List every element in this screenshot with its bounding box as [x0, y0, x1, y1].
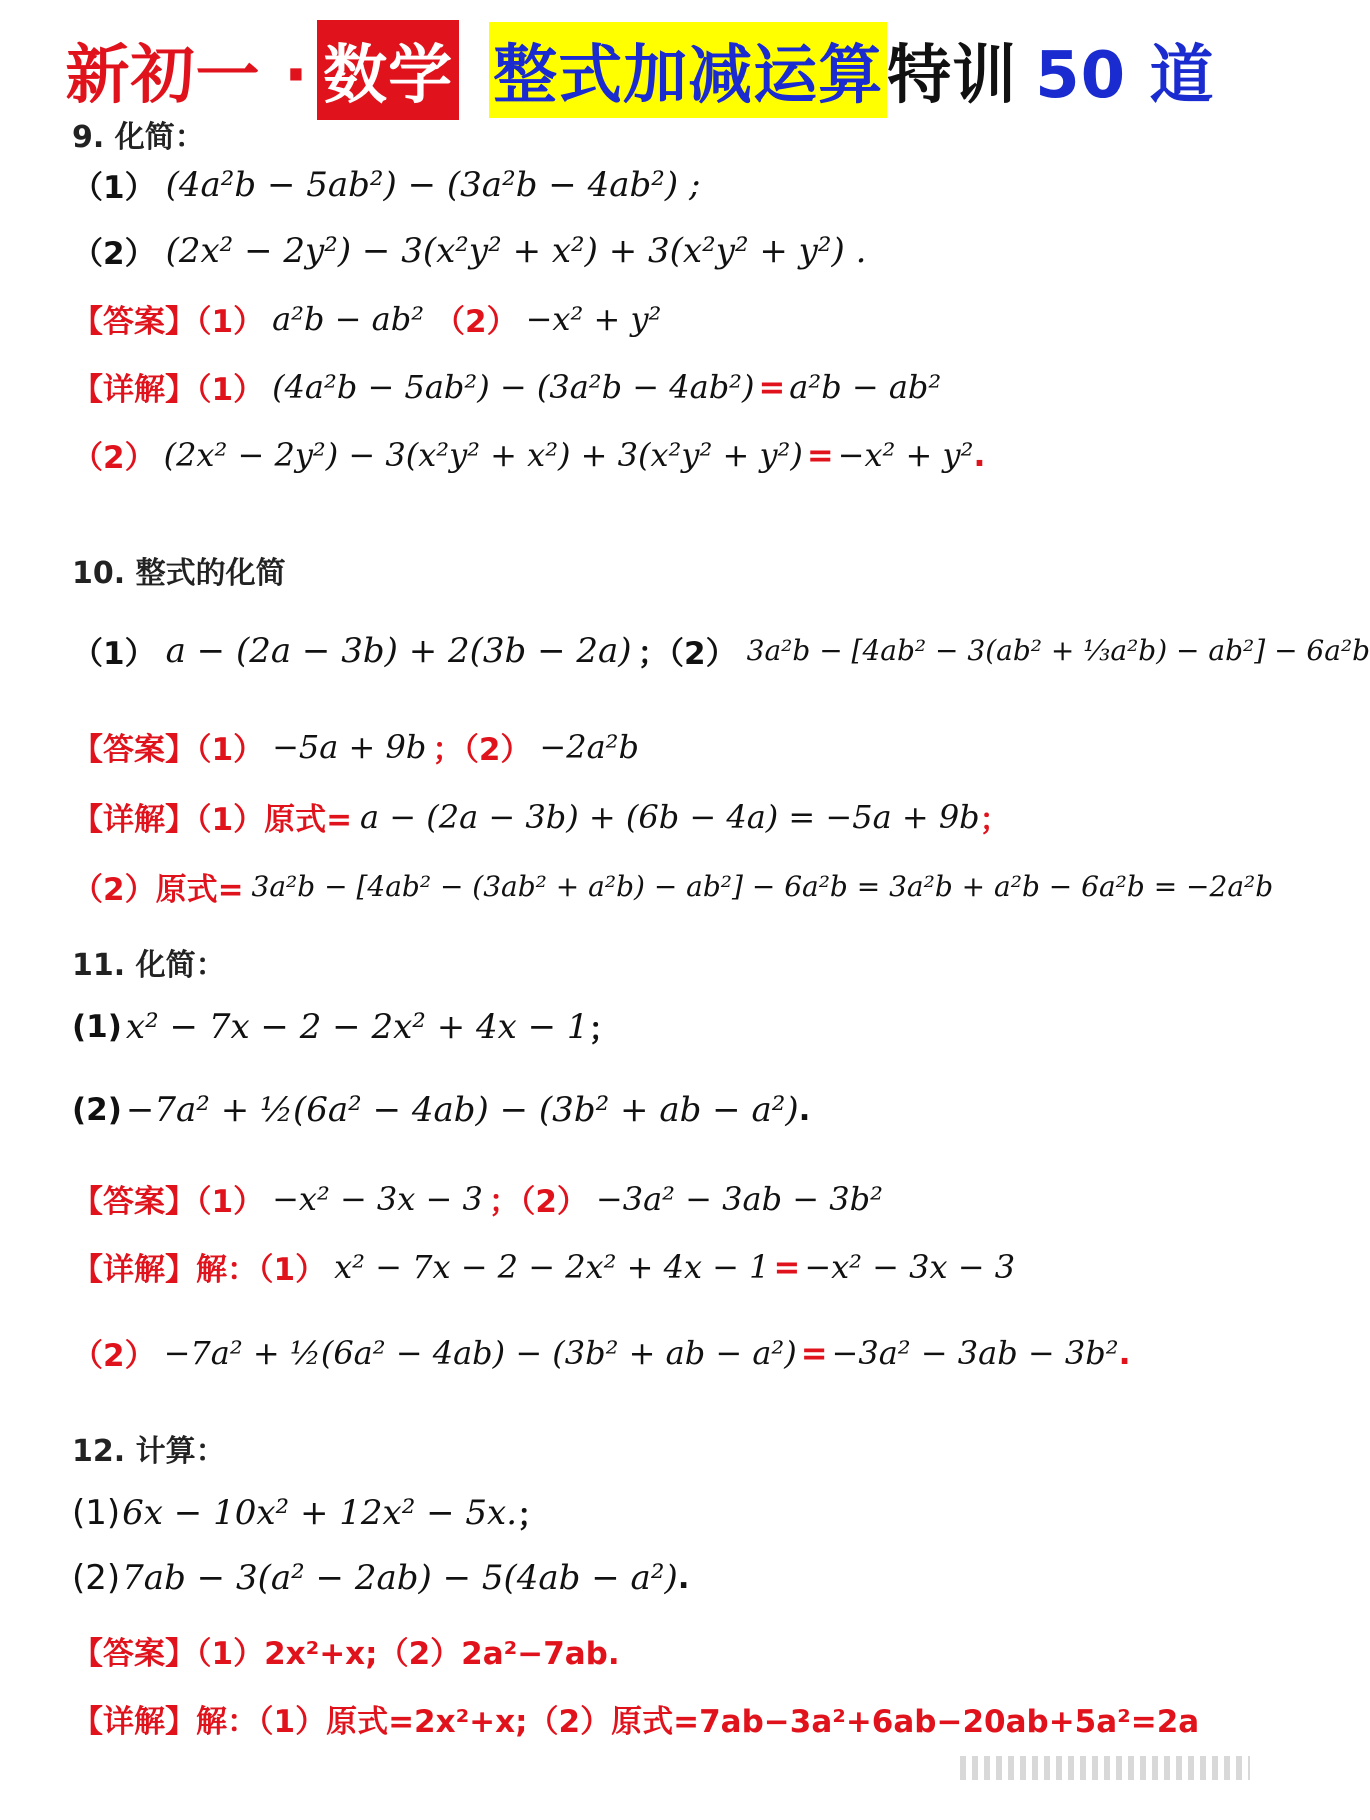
q11-detail-label: 【详解】解：（1）	[72, 1252, 327, 1288]
q12-part1	[72, 1490, 1352, 1535]
q11-detail1-result: −x² − 3x − 3	[804, 1247, 1016, 1286]
q12-p2-label: (2)	[72, 1558, 121, 1598]
q11-answer2: −3a² − 3ab − 3b²	[595, 1179, 883, 1218]
q10-p1-expr: a − (2a − 3b) + 2(3b − 2a)	[165, 630, 632, 671]
title-count: 50 道	[1035, 39, 1215, 113]
q10-detail2-label: （2）原式=	[72, 872, 244, 908]
q9-p2-label: （2）	[72, 236, 156, 272]
q9-answer1: a²b − ab²	[272, 299, 425, 338]
q11-answer	[72, 1176, 1352, 1221]
q10-p1-label: （1）	[72, 636, 156, 672]
q11-detail2-eq: =	[800, 1333, 828, 1372]
q11-answer1: −x² − 3x − 3	[272, 1179, 483, 1218]
title-subject: 数学	[317, 20, 459, 120]
q12-heading: 12. 计算：	[72, 1434, 226, 1469]
q11-detail2-result: −3a² − 3ab − 3b²	[831, 1333, 1119, 1372]
q10-detail2-expr: 3a²b − [4ab² − (3ab² + a²b) − ab²] − 6a²b = 3a²b + a²b − 6a²b = −2a²b	[251, 870, 1274, 903]
q9-detail2-eq: =	[806, 435, 834, 474]
q10-answer2: −2a²b	[539, 727, 639, 766]
q9-part2	[72, 228, 1352, 273]
q9-p1-label: （1）	[72, 170, 156, 206]
q11-detail2	[72, 1330, 1352, 1375]
q12-detail-text: 【详解】解：（1）原式=2x²+x;（2）原式=7ab−3a²+6ab−20ab+5a²=2a	[72, 1704, 1200, 1740]
q10-heading: 10. 整式的化简	[72, 556, 286, 591]
title-grade: 新初一 ·	[65, 39, 310, 113]
q11-answer2-label: ；（2）	[488, 1184, 588, 1220]
q10-detail2	[72, 864, 1352, 909]
q9-part1	[72, 162, 1352, 207]
q12-answer-text: 【答案】（1）2x²+x;（2）2a²−7ab.	[72, 1636, 620, 1672]
q11-p1-label: (1)	[72, 1008, 122, 1045]
q9-answer-label: 【答案】（1）	[72, 304, 265, 340]
q11-detail1	[72, 1244, 1352, 1289]
q11-p2-label: (2)	[72, 1092, 122, 1128]
q12-p1-expr: 6x − 10x² + 12x² − 5x.	[122, 1492, 518, 1533]
q9-detail1-expr: (4a²b − 5ab²) − (3a²b − 4ab²)	[272, 367, 755, 406]
q10-detail1-expr: a − (2a − 3b) + (6b − 4a) = −5a + 9b	[360, 797, 980, 836]
q11-p1-expr: x² − 7x − 2 − 2x² + 4x − 1	[125, 1006, 589, 1047]
q11-detail2-expr: −7a² + ½(6a² − 4ab) − (3b² + ab − a²)	[163, 1333, 797, 1372]
q11-part2	[72, 1090, 1352, 1130]
q10-detail-label: 【详解】（1）原式=	[72, 802, 353, 838]
q12-p1-end: ；	[517, 1498, 549, 1534]
q11-heading: 11. 化简：	[72, 948, 226, 983]
q9-detail1	[72, 364, 1352, 409]
q11-answer-label: 【答案】（1）	[72, 1184, 265, 1220]
q11-p2-expr: −7a² + ½(6a² − 4ab) − (3b² + ab − a²)	[125, 1090, 799, 1130]
q9-detail1-result: a²b − ab²	[789, 367, 942, 406]
q10-detail1-end: ；	[979, 802, 1010, 838]
q10-detail1	[72, 794, 1352, 839]
q12-p2-end: .	[677, 1560, 690, 1596]
q9-detail2-expr: (2x² − 2y²) − 3(x²y² + x²) + 3(x²y² + y²)	[163, 435, 803, 474]
q11-detail2-label: （2）	[72, 1338, 156, 1374]
q9-detail1-eq: =	[758, 367, 786, 406]
q12-part2	[72, 1558, 1352, 1598]
title-training: 特训	[887, 39, 1018, 113]
watermark	[960, 1756, 1250, 1780]
q10-parts	[72, 628, 1370, 673]
q9-answer	[72, 296, 1352, 341]
q9-p2-expr: (2x² − 2y²) − 3(x²y² + x²) + 3(x²y² + y²) .	[165, 230, 867, 271]
q10-answer	[72, 724, 1352, 769]
q10-answer-label: 【答案】（1）	[72, 732, 265, 768]
q12-answer	[72, 1628, 1352, 1673]
q11-detail1-eq: =	[773, 1247, 801, 1286]
q12-p2-expr: 7ab − 3(a² − 2ab) − 5(4ab − a²)	[122, 1558, 678, 1598]
q9-p1-expr: (4a²b − 5ab²) − (3a²b − 4ab²) ;	[165, 164, 701, 205]
q11-p1-end: ；	[588, 1012, 620, 1048]
q9-detail2	[72, 432, 1352, 477]
q11-part1	[72, 1004, 1352, 1049]
q11-detail1-expr: x² − 7x − 2 − 2x² + 4x − 1	[334, 1247, 770, 1286]
q9-detail2-label: （2）	[72, 440, 156, 476]
q9-detail-label: 【详解】（1）	[72, 372, 265, 408]
q9-heading: 9. 化简：	[72, 120, 205, 155]
q10-answer2-label: ；（2）	[432, 732, 532, 768]
q10-p2-expr: 3a²b − [4ab² − 3(ab² + ⅓a²b) − ab²] − 6a²b	[746, 634, 1370, 667]
q9-answer2-label: （2）	[434, 304, 518, 340]
page-title	[0, 18, 1280, 122]
q12-p1-label: (1)	[72, 1492, 121, 1533]
q11-p2-end: .	[798, 1092, 811, 1128]
q10-answer1: −5a + 9b	[272, 727, 427, 766]
q9-answer2: −x² + y²	[525, 299, 662, 338]
q9-detail2-result: −x² + y²	[837, 435, 974, 474]
q12-detail	[72, 1696, 1352, 1741]
q9-detail2-end: .	[973, 435, 986, 474]
q10-separator: ；（2）	[637, 636, 737, 672]
title-topic: 整式加减运算	[489, 22, 887, 118]
q11-detail2-end: .	[1118, 1333, 1131, 1372]
